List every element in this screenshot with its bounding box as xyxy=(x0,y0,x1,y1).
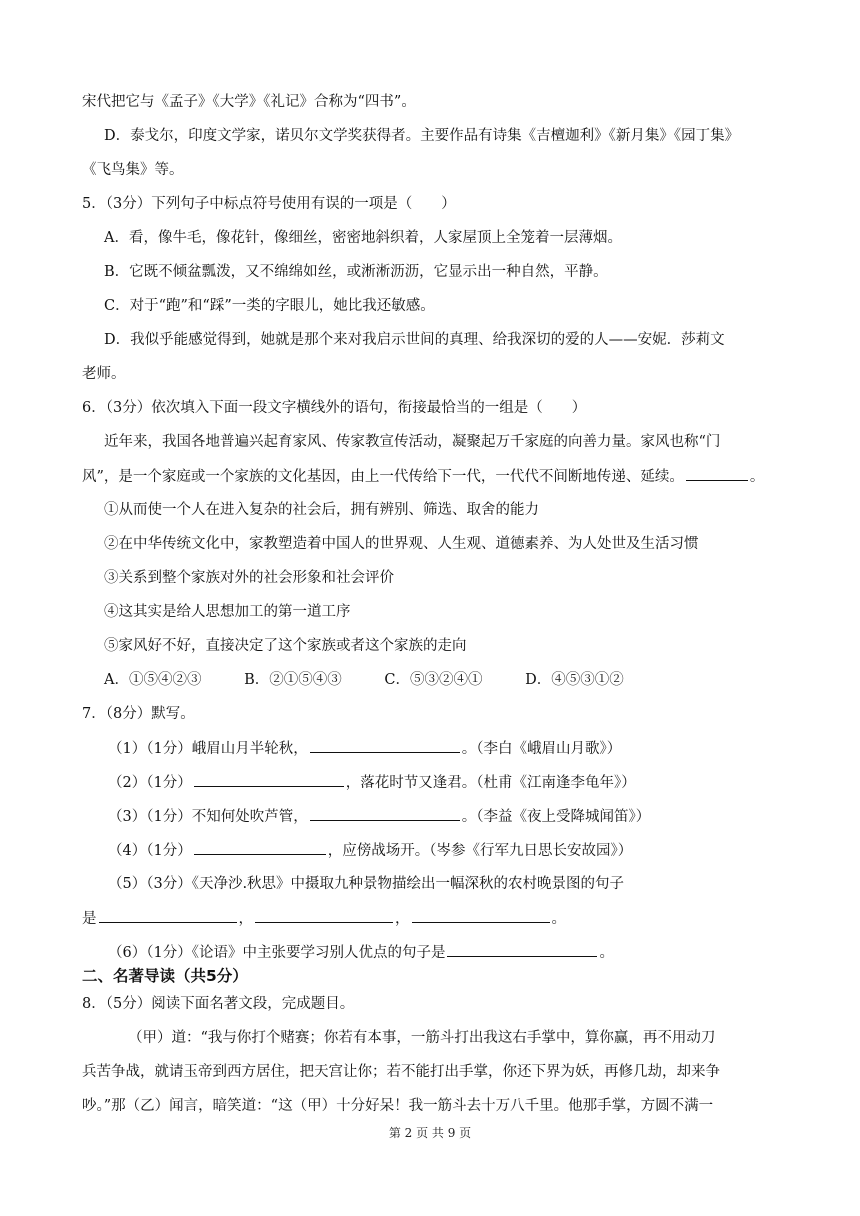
q7-item-6 xyxy=(108,942,808,963)
fill-blank xyxy=(310,738,460,753)
text-line: 老师。 xyxy=(82,366,126,382)
sentence-3: ③关系到整个家族对外的社会形象和社会评价 xyxy=(104,570,394,586)
punct: 。 xyxy=(599,945,614,961)
fill-blank xyxy=(194,840,326,855)
sentence-2: ②在中华传统文化中，家教塑造着中国人的世界观、人生观、道德素养、为人处世及生活习惯 xyxy=(104,536,699,552)
item-text: （4）（1分） xyxy=(108,843,192,859)
question-7: 7．（8分）默写。 xyxy=(82,706,195,722)
option-c-q5: C．对于“跑”和“踩”一类的字眼儿，她比我还敏感。 xyxy=(104,298,435,314)
fill-blank xyxy=(310,806,460,821)
fill-blank xyxy=(412,908,550,923)
fill-blank xyxy=(447,942,597,957)
punct: ， xyxy=(395,911,410,927)
punct: 。 xyxy=(551,911,566,927)
q7-item-3 xyxy=(108,806,808,827)
text-line: 宋代把它与《孟子》《大学》《礼记》合称为“四书”。 xyxy=(82,94,416,110)
option-b-q6: B．②①⑤④③ xyxy=(244,672,342,688)
question-8: 8．（5分）阅读下面名著文段，完成题目。 xyxy=(82,996,355,1012)
sentence-1: ①从而使一个人在进入复杂的社会后，拥有辨别、筛选、取舍的能力 xyxy=(104,502,539,518)
item-text: 。（李白《峨眉山月歌》） xyxy=(461,741,622,757)
option-b-q5: B．它既不倾盆瓢泼，又不绵绵如丝，或淅淅沥沥，它显示出一种自然，平静。 xyxy=(104,264,608,280)
q7-item-1 xyxy=(108,738,808,759)
q7-item-5: （5）（3分）《天净沙.秋思》中摄取九种景物描绘出一幅深秋的农村晚景图的句子 xyxy=(108,876,625,892)
q7-item-5-blanks xyxy=(82,908,782,929)
punct: 。 xyxy=(749,469,765,485)
passage-line: 兵苦争战，就请玉帝到西方居住，把天宫让你；若不能打出手掌，你还下界为妖，再修几劫，却来争 xyxy=(82,1064,720,1080)
item-text: 。（李益《夜上受降城闻笛》） xyxy=(461,809,651,825)
option-a-q6: A．①⑤④②③ xyxy=(104,672,202,688)
fill-blank xyxy=(255,908,393,923)
item-text: ，应傍战场开。（岑参《行军九日思长安故园》） xyxy=(327,843,633,859)
fill-blank xyxy=(686,466,748,481)
fill-blank xyxy=(194,772,344,787)
sentence-5: ⑤家风好不好，直接决定了这个家族或者这个家族的走向 xyxy=(104,638,467,654)
q7-item-4 xyxy=(108,840,808,861)
item-text: （1）（1分）峨眉山月半轮秋， xyxy=(108,741,308,757)
option-a-q5: A．看，像牛毛，像花针，像细丝，密密地斜织着，人家屋顶上全笼着一层薄烟。 xyxy=(104,230,622,246)
passage-line xyxy=(82,466,782,487)
passage-line: 近年来，我国各地普遍兴起育家风、传家教宣传活动，凝聚起万千家庭的向善力量。家风也称“门 xyxy=(104,434,721,450)
options-q6 xyxy=(104,670,804,690)
text-line: 《飞鸟集》等。 xyxy=(82,162,184,178)
punct: ， xyxy=(238,911,253,927)
passage-text: 风”，是一个家庭或一个家族的文化基因，由上一代传给下一代，一代代不间断地传递、延续。 xyxy=(82,469,684,485)
sentence-4: ④这其实是给人思想加工的第一道工序 xyxy=(104,604,351,620)
q7-item-2 xyxy=(108,772,808,793)
option-c-q6: C．⑤③②④① xyxy=(384,672,483,688)
page-footer: 第 2 页 共 9 页 xyxy=(388,1126,472,1140)
item-text: （2）（1分） xyxy=(108,775,192,791)
section-heading: 二、名著导读（共5分） xyxy=(82,967,248,985)
passage-line: 吵。”那（乙）闻言，暗笑道：“这（甲）十分好呆！我一筋斗去十万八千里。他那手掌，方圆不满一 xyxy=(82,1098,714,1114)
question-6: 6．（3分）依次填入下面一段文字横线外的语句，衔接最恰当的一组是（ ） xyxy=(82,400,587,416)
option-d-q4: D．泰戈尔，印度文学家，诺贝尔文学奖获得者。主要作品有诗集《吉檀迦利》《新月集》《园丁集》 xyxy=(104,128,740,144)
item-text: 是 xyxy=(82,911,97,927)
fill-blank xyxy=(99,908,237,923)
question-5: 5．（3分）下列句子中标点符号使用有误的一项是（ ） xyxy=(82,196,456,212)
item-text: ，落花时节又逢君。（杜甫《江南逢李龟年》） xyxy=(345,775,636,791)
option-d-q6: D．④⑤③①② xyxy=(525,672,624,688)
item-text: （6）（1分）《论语》中主张要学习别人优点的句子是 xyxy=(108,945,446,961)
item-text: （3）（1分）不知何处吹芦管， xyxy=(108,809,308,825)
option-d-q5: D．我似乎能感觉得到，她就是那个来对我启示世间的真理、给我深切的爱的人——安妮．莎莉文 xyxy=(104,332,725,348)
passage-line: （甲）道：“我与你打个赌赛；你若有本事，一筋斗打出我这右手掌中，算你赢，再不用动刀 xyxy=(128,1030,716,1046)
